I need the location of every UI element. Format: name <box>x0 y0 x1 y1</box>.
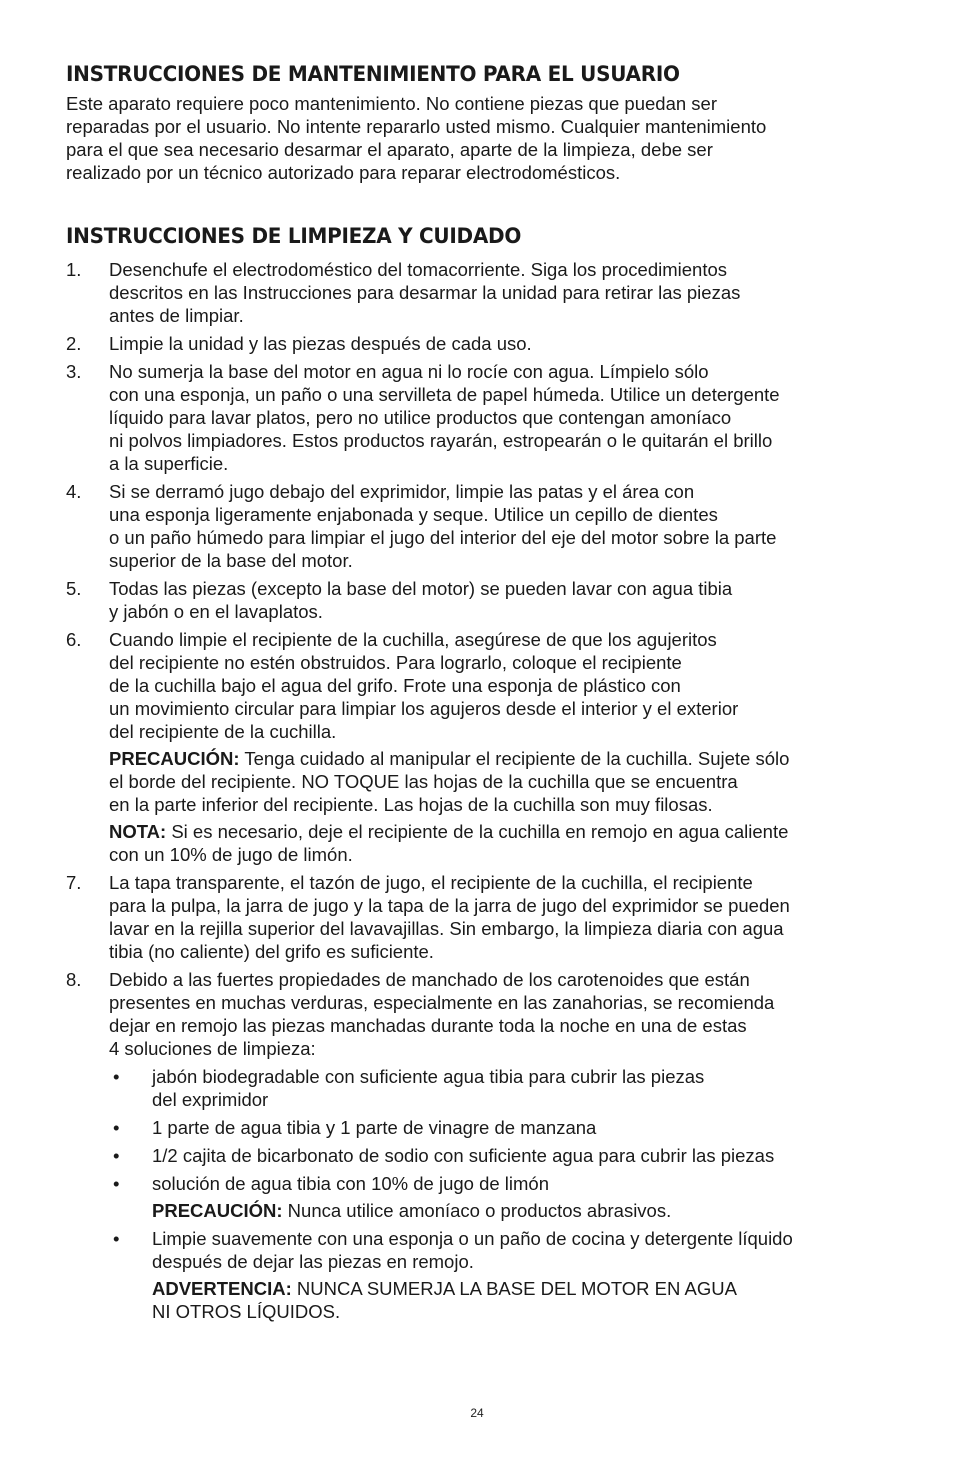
step-3 <box>66 360 896 475</box>
text-line: del recipiente no estén obstruidos. Para lograrlo, coloque el recipiente <box>109 652 682 673</box>
text-line: tibia (no caliente) del grifo es suficiente. <box>109 941 434 962</box>
bullet-icon: • <box>113 1173 120 1194</box>
text-line: No sumerja la base del motor en agua ni lo rocíe con agua. Límpielo sólo <box>109 361 709 382</box>
text-line: del recipiente de la cuchilla. <box>109 721 337 742</box>
bullet-text <box>152 1227 896 1273</box>
text-line: antes de limpiar. <box>109 305 244 326</box>
bullet-item <box>109 1116 896 1139</box>
text-line: solución de agua tibia con 10% de jugo de limón <box>152 1173 550 1194</box>
bullet-text <box>152 1144 896 1167</box>
text-line: Este aparato requiere poco mantenimiento. No contiene piezas que puedan ser <box>66 93 718 114</box>
note-label: NOTA: <box>109 821 167 842</box>
text-line: Debido a las fuertes propiedades de manchado de los carotenoides que están <box>109 969 750 990</box>
bullet-icon: • <box>113 1145 120 1166</box>
step-text <box>109 332 896 355</box>
caution-label: PRECAUCIÓN: <box>109 748 240 769</box>
text-line: Limpie suavemente con una esponja o un paño de cocina y detergente líquido <box>152 1228 793 1249</box>
text-line: presentes en muchas verduras, especialmente en las zanahorias, se recomienda <box>109 992 775 1013</box>
bullet-icon: • <box>113 1066 120 1087</box>
warning-label: ADVERTENCIA: <box>152 1278 292 1299</box>
text-line: Cuando limpie el recipiente de la cuchilla, asegúrese de que los agujeritos <box>109 629 717 650</box>
text-line: Si es necesario, deje el recipiente de la cuchilla en remojo en agua caliente <box>166 821 789 842</box>
text-line: 1 parte de agua tibia y 1 parte de vinagre de manzana <box>152 1117 597 1138</box>
text-line: lavar en la rejilla superior del lavavajillas. Sin embargo, la limpieza diaria con agua <box>109 918 784 939</box>
step-number: 7. <box>66 872 82 893</box>
text-line: Si se derramó jugo debajo del exprimidor, limpie las patas y el área con <box>109 481 695 502</box>
text-line: para la pulpa, la jarra de jugo y la tapa de la jarra de jugo del exprimidor se pueden <box>109 895 790 916</box>
text-line: La tapa transparente, el tazón de jugo, el recipiente de la cuchilla, el recipiente <box>109 872 753 893</box>
text-line: NI OTROS LÍQUIDOS. <box>152 1301 341 1322</box>
step-1 <box>66 258 896 327</box>
text-line: descritos en las Instrucciones para desarmar la unidad para retirar las piezas <box>109 282 741 303</box>
text-line: o un paño húmedo para limpiar el jugo del interior del eje del motor sobre la parte <box>109 527 777 548</box>
maintenance-heading: INSTRUCCIONES DE MANTENIMIENTO PARA EL USUARIO <box>66 62 680 87</box>
step-4 <box>66 480 896 572</box>
step-8 <box>66 968 896 1323</box>
step-number: 4. <box>66 481 82 502</box>
step-number: 1. <box>66 259 82 280</box>
bullet-text <box>152 1116 896 1139</box>
text-line: dejar en remojo las piezas manchadas durante toda la noche en una de estas <box>109 1015 747 1036</box>
cleaning-heading: INSTRUCCIONES DE LIMPIEZA Y CUIDADO <box>66 224 522 249</box>
step-text <box>109 480 896 572</box>
bullet-icon: • <box>113 1117 120 1138</box>
text-line: del exprimidor <box>152 1089 269 1110</box>
bullet-text <box>152 1065 896 1111</box>
text-line: jabón biodegradable con suficiente agua tibia para cubrir las piezas <box>152 1066 705 1087</box>
cleaning-steps-list <box>66 258 896 1323</box>
caution-note <box>152 1199 896 1222</box>
bullet-icon: • <box>113 1228 120 1249</box>
text-line: y jabón o en el lavaplatos. <box>109 601 323 622</box>
text-line: con un 10% de jugo de limón. <box>109 844 353 865</box>
text-line: en la parte inferior del recipiente. Las hojas de la cuchilla son muy filosas. <box>109 794 713 815</box>
step-5 <box>66 577 896 623</box>
caution-note <box>109 747 896 816</box>
text-line: una esponja ligeramente enjabonada y seque. Utilice un cepillo de dientes <box>109 504 718 525</box>
text-line: el borde del recipiente. NO TOQUE las hojas de la cuchilla que se encuentra <box>109 771 738 792</box>
step-number: 5. <box>66 578 82 599</box>
text-line: superior de la base del motor. <box>109 550 353 571</box>
text-line: un movimiento circular para limpiar los agujeros desde el interior y el exterior <box>109 698 739 719</box>
text-line: a la superficie. <box>109 453 229 474</box>
cleaning-solutions-list <box>109 1065 896 1323</box>
text-line: 4 soluciones de limpieza: <box>109 1038 316 1059</box>
maintenance-paragraph <box>66 92 896 184</box>
text-line: para el que sea necesario desarmar el aparato, aparte de la limpieza, debe ser <box>66 139 713 160</box>
text-line: líquido para lavar platos, pero no utilice productos que contengan amoníaco <box>109 407 732 428</box>
step-number: 6. <box>66 629 82 650</box>
text-line: Desenchufe el electrodoméstico del tomacorriente. Siga los procedimientos <box>109 259 728 280</box>
step-7 <box>66 871 896 963</box>
step-2 <box>66 332 896 355</box>
warning-note <box>152 1277 896 1323</box>
step-number: 8. <box>66 969 82 990</box>
text-line: reparadas por el usuario. No intente repararlo usted mismo. Cualquier mantenimiento <box>66 116 767 137</box>
text-line: con una esponja, un paño o una servilleta de papel húmeda. Utilice un detergente <box>109 384 780 405</box>
text-line: NUNCA SUMERJA LA BASE DEL MOTOR EN AGUA <box>291 1278 737 1299</box>
step-text <box>109 258 896 327</box>
text-line: Limpie la unidad y las piezas después de cada uso. <box>109 333 532 354</box>
bullet-item <box>109 1144 896 1167</box>
step-text <box>109 871 896 963</box>
step-text <box>109 360 896 475</box>
text-line: Tenga cuidado al manipular el recipiente de la cuchilla. Sujete sólo <box>239 748 790 769</box>
step-number: 3. <box>66 361 82 382</box>
text-line: 1/2 cajita de bicarbonato de sodio con suficiente agua para cubrir las piezas <box>152 1145 775 1166</box>
text-line: después de dejar las piezas en remojo. <box>152 1251 474 1272</box>
step-text <box>109 968 896 1060</box>
step-text <box>109 628 896 743</box>
page-number: 24 <box>470 1406 484 1420</box>
text-line: Nunca utilice amoníaco o productos abrasivos. <box>282 1200 672 1221</box>
bullet-item <box>109 1065 896 1111</box>
text-line: de la cuchilla bajo el agua del grifo. Frote una esponja de plástico con <box>109 675 681 696</box>
text-line: Todas las piezas (excepto la base del motor) se pueden lavar con agua tibia <box>109 578 733 599</box>
step-number: 2. <box>66 333 82 354</box>
note-text <box>109 820 896 866</box>
text-line: ni polvos limpiadores. Estos productos rayarán, estropearán o le quitarán el brillo <box>109 430 773 451</box>
manual-page <box>66 58 896 1328</box>
text-line: realizado por un técnico autorizado para reparar electrodomésticos. <box>66 162 621 183</box>
bullet-text <box>152 1172 896 1195</box>
caution-label: PRECAUCIÓN: <box>152 1200 283 1221</box>
bullet-item <box>109 1172 896 1222</box>
step-text <box>109 577 896 623</box>
bullet-item <box>109 1227 896 1323</box>
step-6 <box>66 628 896 866</box>
